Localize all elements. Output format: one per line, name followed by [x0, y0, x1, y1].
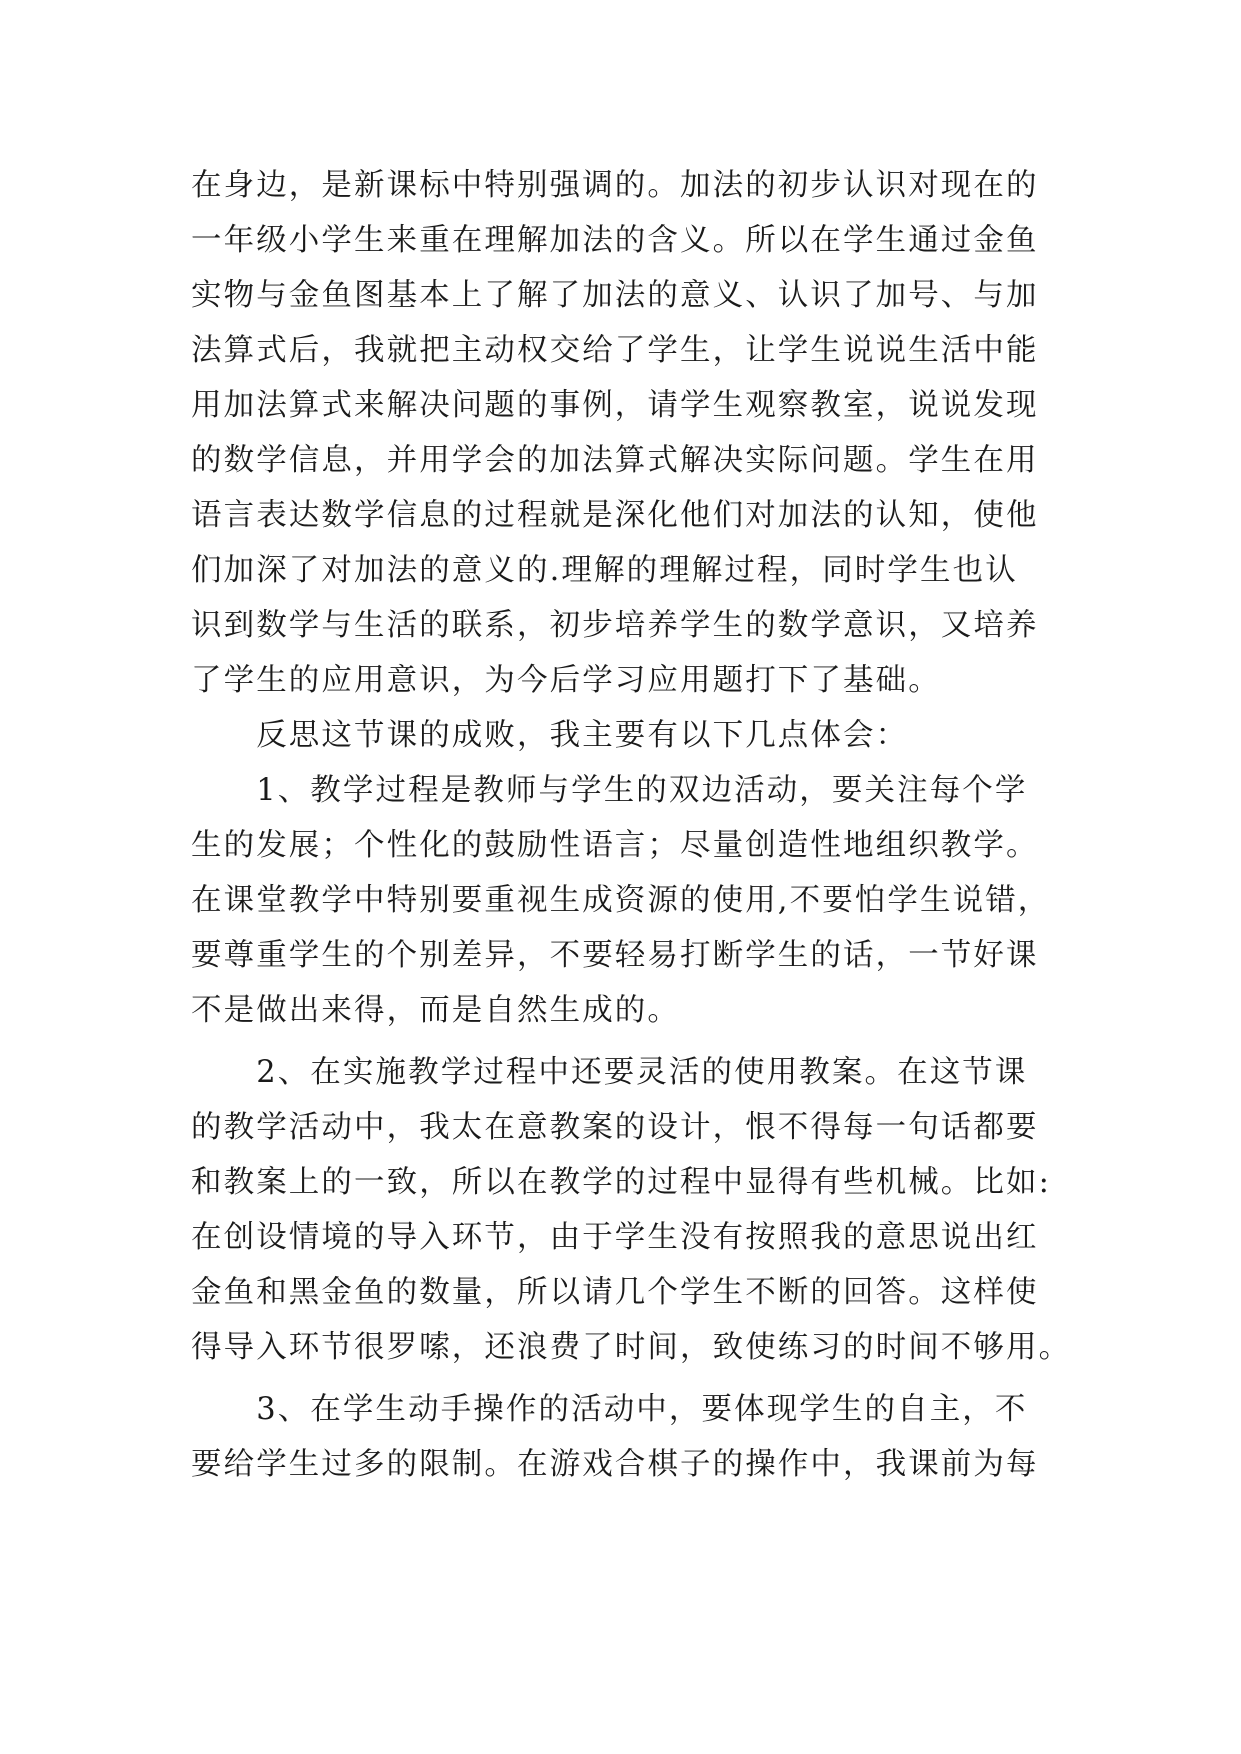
text-line: 们加深了对加法的意义的.理解的理解过程，同时学生也认: [191, 553, 1018, 588]
text-line: 的数学信息，并用学会的加法算式解决实际问题。学生在用: [191, 443, 1039, 478]
text-line: 不是做出来得，而是自然生成的。: [191, 993, 680, 1028]
text-line: 法算式后，我就把主动权交给了学生，让学生说说生活中能: [191, 333, 1039, 368]
text-line: 在身边，是新课标中特别强调的。加法的初步认识对现在的: [191, 168, 1039, 203]
text-line: 识到数学与生活的联系，初步培养学生的数学意识，又培养: [191, 608, 1039, 643]
text-line: 在课堂教学中特别要重视生成资源的使用,不要怕学生说错，: [191, 883, 1051, 918]
text-line: 语言表达数学信息的过程就是深化他们对加法的认知，使他: [191, 498, 1039, 533]
text-line: 实物与金鱼图基本上了解了加法的意义、认识了加号、与加: [191, 278, 1039, 313]
body-text: [191, 158, 1072, 1492]
text-line: 一年级小学生来重在理解加法的含义。所以在学生通过金鱼: [191, 223, 1039, 258]
text-line: 生的发展；个性化的鼓励性语言；尽量创造性地组织教学。: [191, 828, 1039, 863]
text-line: 2、在实施教学过程中还要灵活的使用教案。在这节课: [191, 1055, 1028, 1090]
text-line: 要尊重学生的个别差异，不要轻易打断学生的话，一节好课: [191, 938, 1039, 973]
text-line: 3、在学生动手操作的活动中，要体现学生的自主，不: [191, 1392, 1028, 1427]
text-line: 了学生的应用意识，为今后学习应用题打下了基础。: [191, 663, 941, 698]
text-line: 在创设情境的导入环节，由于学生没有按照我的意思说出红: [191, 1220, 1039, 1255]
text-line: 反思这节课的成败，我主要有以下几点体会：: [191, 718, 909, 753]
text-line: 金鱼和黑金鱼的数量，所以请几个学生不断的回答。这样使: [191, 1275, 1039, 1310]
text-line: 用加法算式来解决问题的事例，请学生观察教室，说说发现: [191, 388, 1039, 423]
text-line: 的教学活动中，我太在意教案的设计，恨不得每一句话都要: [191, 1110, 1039, 1145]
text-line: 要给学生过多的限制。在游戏合棋子的操作中，我课前为每: [191, 1447, 1039, 1482]
text-line: 1、教学过程是教师与学生的双边活动，要关注每个学: [191, 773, 1028, 808]
text-line: 得导入环节很罗嗦，还浪费了时间，致使练习的时间不够用。: [191, 1330, 1072, 1365]
text-line: 和教案上的一致，所以在教学的过程中显得有些机械。比如:: [191, 1165, 1051, 1200]
